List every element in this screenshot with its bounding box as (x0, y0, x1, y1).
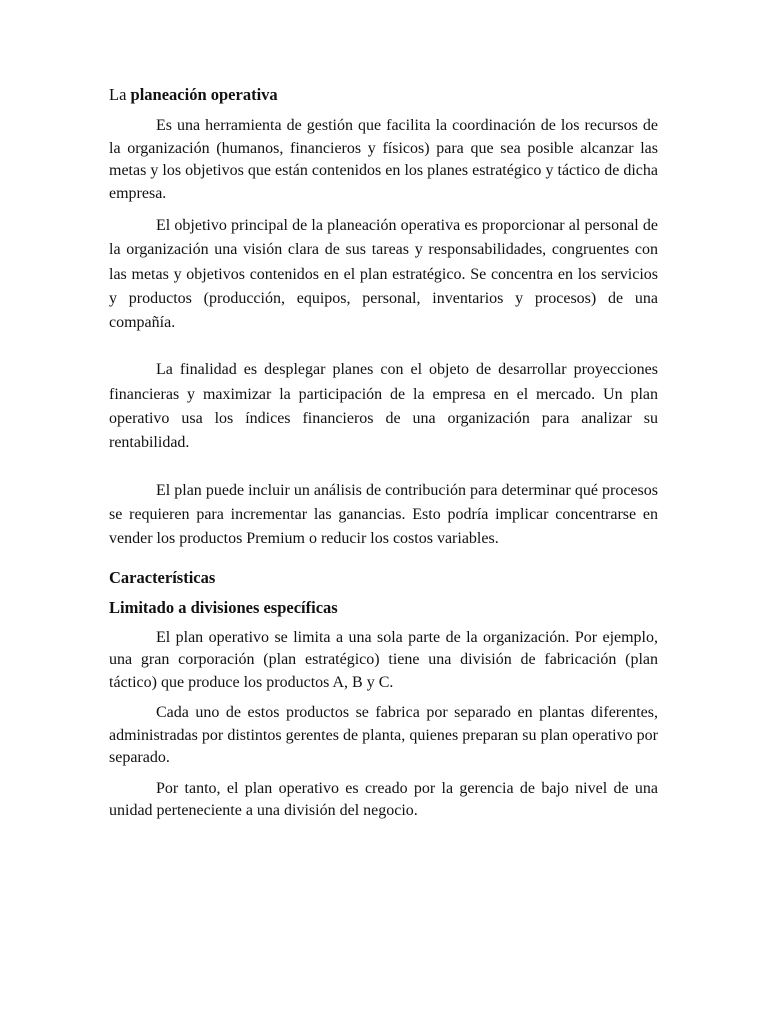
paragraph-intro-1: Es una herramienta de gestión que facilita la coordinación de los recursos de la organización (humanos, financieros y físicos) para que sea posible alcanzar las metas y los objetivos que están contenidos en los planes estratégico y táctico de dicha empresa. (109, 117, 658, 202)
paragraph-intro-4: El plan puede incluir un análisis de contribución para determinar qué procesos se requieren para incrementar las ganancias. Esto podría implicar concentrarse en vender los productos Premium o reducir los costos variables. (109, 481, 658, 548)
subsection-heading: Limitado a divisiones específicas (109, 597, 338, 617)
paragraph-section-2: Cada uno de estos productos se fabrica por separado en plantas diferentes, administradas por distintos gerentes de planta, quienes preparan su plan operativo por separado. (109, 704, 658, 767)
paragraph-intro-2: El objetivo principal de la planeación operativa es proporcionar al personal de la organización una visión clara de sus tareas y responsabilidades, congruentes con las metas y objetivos contenidos en el plan estratégico. Se concentra en los servicios y productos (producción, equipos, personal, inventarios y procesos) de una compañía. (109, 217, 658, 332)
title-prefix: La (109, 85, 127, 104)
paragraph-section-3: Por tanto, el plan operativo es creado por la gerencia de bajo nivel de una unidad perteneciente a una división del negocio. (109, 779, 658, 820)
paragraph-section-1: El plan operativo se limita a una sola parte de la organización. Por ejemplo, una gran corporación (plan estratégico) tiene una división de fabricación (plan táctico) que produce los productos A, B y C. (109, 628, 658, 691)
title-bold: planeación operativa (130, 85, 278, 104)
document-page (109, 84, 658, 823)
paragraph-intro-3: La finalidad es desplegar planes con el objeto de desarrollar proyecciones financieras y maximizar la participación de la empresa en el mercado. Un plan operativo usa los índices financieros de una organización para analizar su rentabilidad. (109, 361, 658, 452)
section-heading: Características (109, 567, 216, 587)
document-title (109, 84, 658, 106)
